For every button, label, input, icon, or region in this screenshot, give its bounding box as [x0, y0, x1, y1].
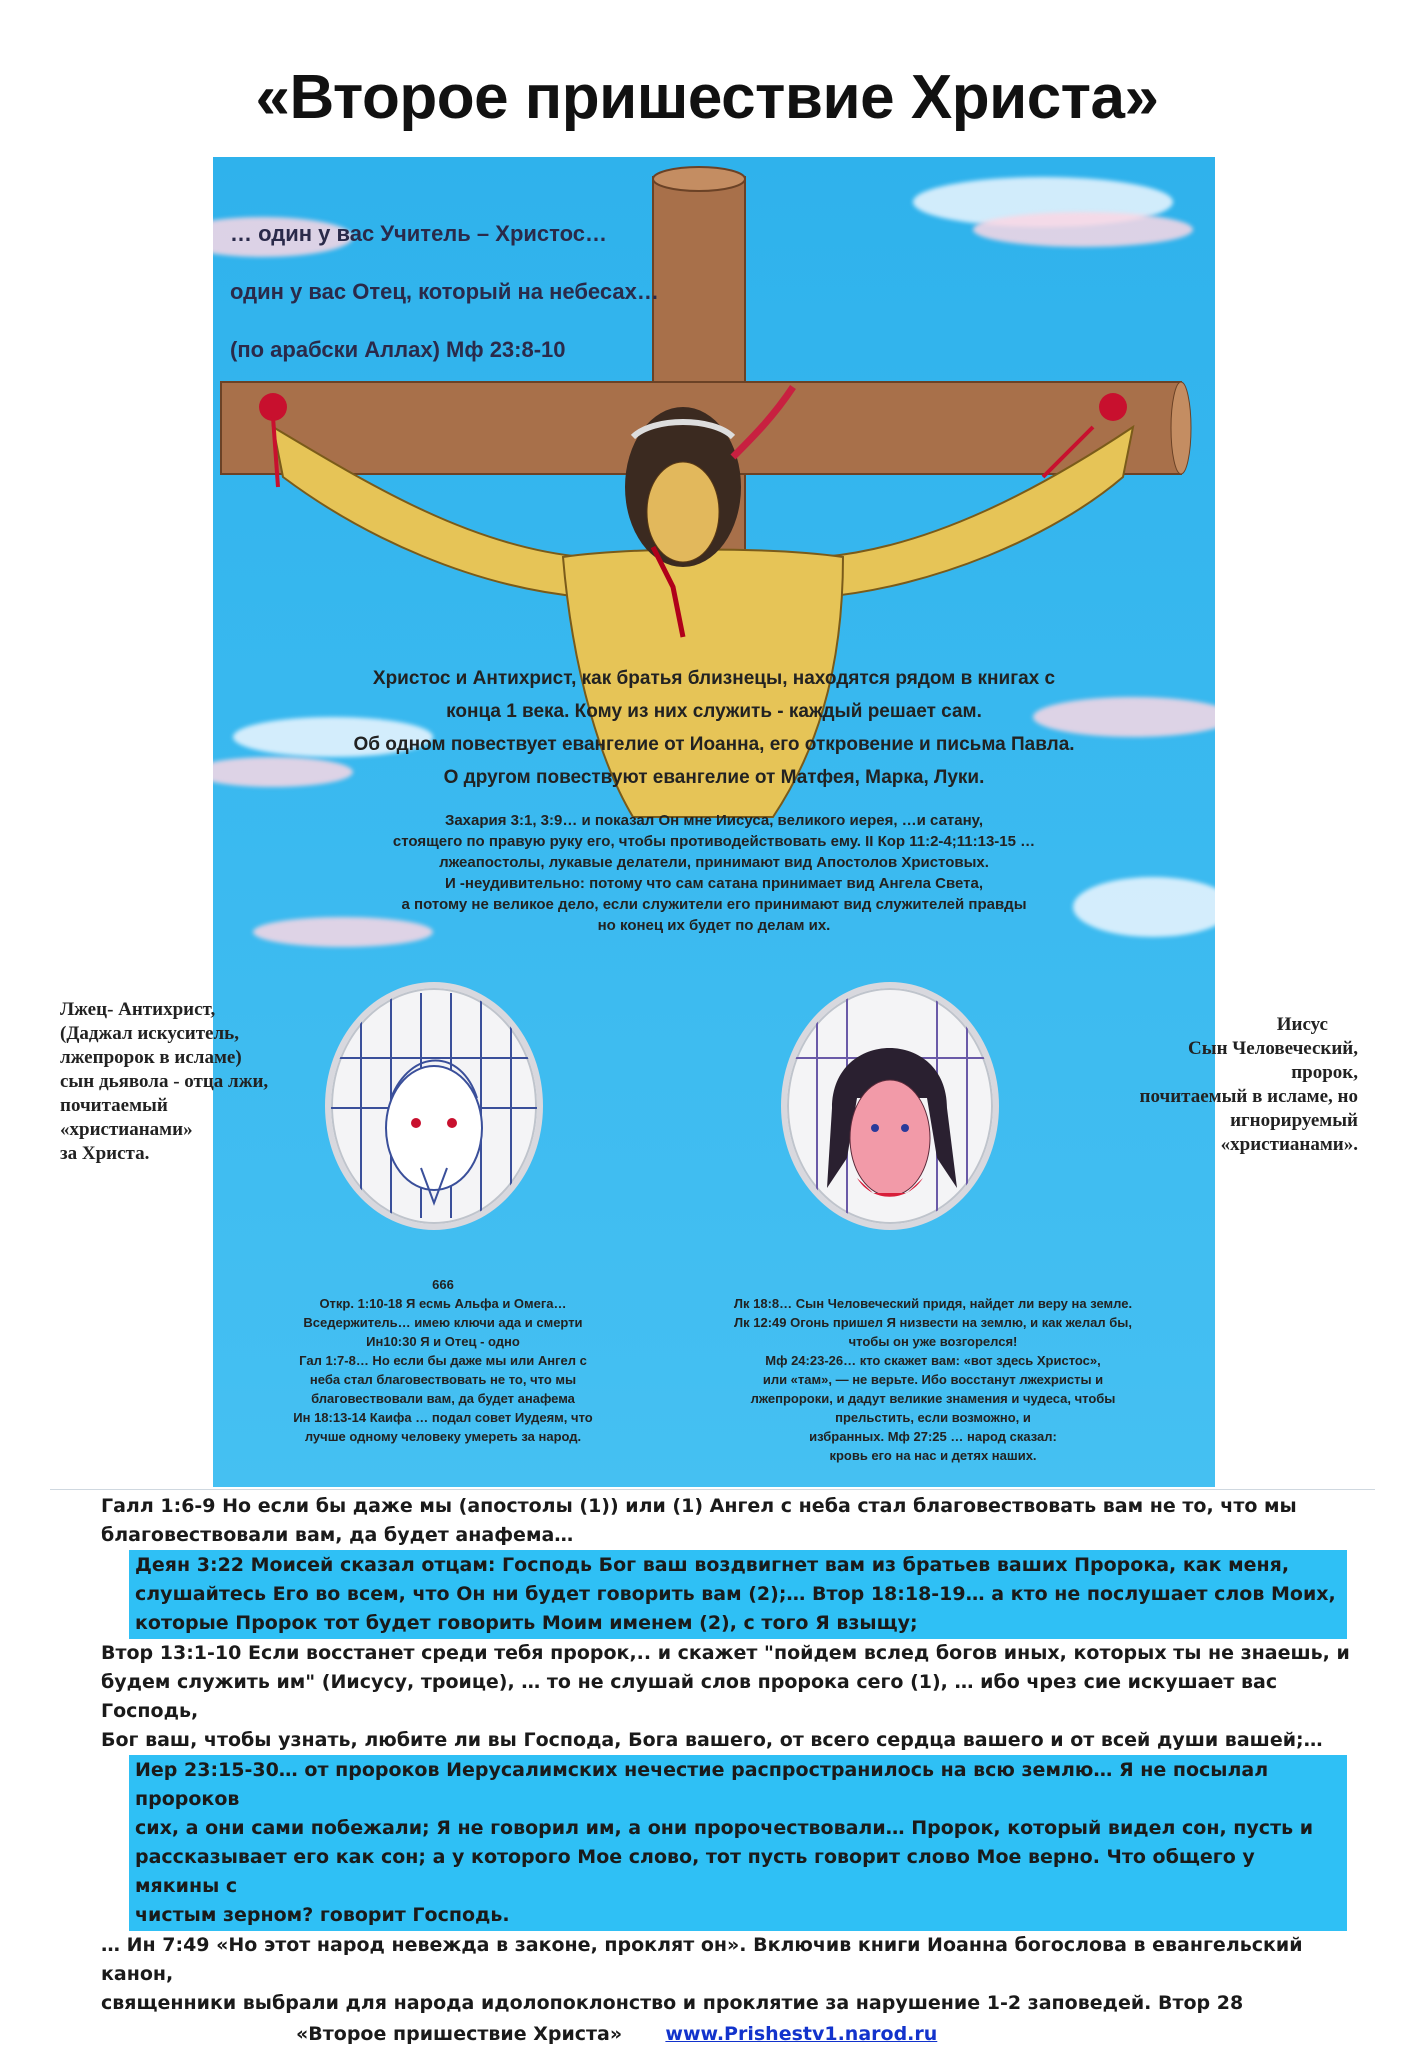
text-line: лучше одному человеку умереть за народ.	[304, 1429, 582, 1444]
paragraph-jeremiah-highlight	[129, 1755, 1347, 1931]
left-verses	[213, 1275, 673, 1446]
text-line: Христос и Антихрист, как братья близнецы, находятся рядом в книгах с	[372, 668, 1056, 689]
text-line: благовествовали вам, да будет анафема	[311, 1391, 575, 1406]
text-line: сих, а они сами побежали; Я не говорил им, а они пророчествовали… Пророк, который видел сон, пусть и	[135, 1817, 1314, 1839]
caption-line: пророк,	[1291, 1062, 1358, 1083]
body-text	[101, 1492, 1371, 2049]
caption-line: почитаемый	[60, 1095, 168, 1116]
text-line: священники выбрали для народа идолопоклонство и проклятие за нарушение 1-2 заповедей. Втор 28	[101, 1992, 1244, 2014]
quote-line: один у вас Отец, который на небесах…	[230, 279, 659, 304]
text-line: Ин10:30 Я и Отец - одно	[366, 1334, 520, 1349]
text-line: но конец их будет по делам их.	[597, 917, 831, 934]
text-line: неба стал благовествовать не то, что мы	[309, 1372, 577, 1387]
paragraph-deuteronomy	[101, 1639, 1371, 1755]
text-line: чистым зерном? говорит Господь.	[135, 1904, 510, 1926]
text-line: стоящего по правую руку его, чтобы противодействовать ему. II Кор 11:2-4;11:13-15 …	[392, 833, 1036, 850]
text-line: Втор 13:1-10 Если восстанет среди тебя пророк,.. и скажет "пойдем вслед богов иных, которых ты не знаешь, и	[101, 1642, 1350, 1664]
text-line: Бог ваш, чтобы узнать, любите ли вы Господа, Бога вашего, от всего сердца вашего и от всей души вашей;…	[101, 1729, 1323, 1751]
quote-line: … один у вас Учитель – Христос…	[230, 221, 608, 246]
text-line: кровь его на нас и детях наших.	[829, 1448, 1037, 1463]
zechariah-text	[213, 810, 1215, 936]
divider	[50, 1489, 1375, 1490]
website-link[interactable]: www.Prishestv1.narod.ru	[665, 2023, 938, 2045]
jesus-icon	[781, 982, 999, 1230]
caption-line: сын дьявола - отца лжи,	[60, 1071, 269, 1092]
antichrist-icon	[325, 982, 543, 1230]
text-line: Галл 1:6-9 Но если бы даже мы (апостолы (1)) или (1) Ангел с неба стал благовествовать вам не то, что мы	[101, 1495, 1297, 1517]
paragraph-john	[101, 1931, 1371, 2018]
right-caption	[1140, 1013, 1358, 1157]
text-line: которые Пророк тот будет говорить Моим именем (2), с того Я взыщу;	[135, 1612, 918, 1634]
text-line: лжепророки, и дадут великие знамения и чудеса, чтобы	[750, 1391, 1116, 1406]
text-line: Захария 3:1, 3:9… и показал Он мне Иисуса, великого иерея, …и сатану,	[444, 812, 984, 829]
caption-line: Сын Человеческий,	[1188, 1038, 1358, 1059]
text-line: прельстить, если возможно, и	[835, 1410, 1031, 1425]
text-line: Откр. 1:10-18 Я есмь Альфа и Омега…	[319, 1296, 567, 1311]
text-line: Вседержитель… имею ключи ада и смерти	[303, 1315, 583, 1330]
footer-title: «Второе пришествие Христа»	[296, 2023, 623, 2045]
caption-line: почитаемый в исламе, но	[1139, 1086, 1358, 1107]
text-line: Ин 18:13-14 Каифа … подал совет Иудеям, что	[293, 1410, 593, 1425]
caption-line: Лжец- Антихрист,	[60, 999, 216, 1020]
caption-line: Иисус	[1276, 1014, 1328, 1035]
text-line: Гал 1:7-8… Но если бы даже мы или Ангел с	[299, 1353, 587, 1368]
text-line: О другом повествуют евангелие от Матфея, Марка, Луки.	[443, 767, 985, 788]
text-line: благовествовали вам, да будет анафема…	[101, 1524, 574, 1546]
top-quote	[230, 205, 659, 379]
text-line: рассказывает его как сон; а у которого Мое слово, тот пусть говорит слово Мое верно. Что общего у мякины с	[135, 1846, 1255, 1897]
text-line: 666	[432, 1277, 454, 1292]
text-line: Лк 18:8… Сын Человеческий придя, найдет ли веру на земле.	[733, 1296, 1133, 1311]
text-line: или «там», — не верьте. Ибо восстанут лжехристы и	[762, 1372, 1104, 1387]
quote-line: (по арабски Аллах) Мф 23:8-10	[230, 337, 566, 362]
text-line: а потому не великое дело, если служители его принимают вид служителей правды	[401, 896, 1027, 913]
caption-line: «христианами».	[1220, 1134, 1358, 1155]
right-verses	[663, 1294, 1203, 1465]
caption-line: за Христа.	[60, 1143, 150, 1164]
left-caption	[60, 998, 268, 1166]
caption-line: игнорируемый	[1230, 1110, 1358, 1131]
text-line: лжеапостолы, лукавые делатели, принимают вид Апостолов Христовых.	[439, 854, 989, 871]
text-line: Иер 23:15-30… от пророков Иерусалимских нечестие распространилось на всю землю… Я не посылал пророков	[135, 1759, 1269, 1810]
text-line: Лк 12:49 Огонь пришел Я низвести на землю, и как желал бы,	[734, 1315, 1132, 1330]
paragraph-galatians	[101, 1492, 1371, 1550]
text-line: Об одном повествует евангелие от Иоанна, его откровение и письма Павла.	[353, 734, 1075, 755]
text-line: Деян 3:22 Моисей сказал отцам: Господь Бог ваш воздвигнет вам из братьев ваших Пророка, как меня,	[135, 1554, 1290, 1576]
caption-line: лжепророк в исламе)	[60, 1047, 242, 1068]
text-line: конца 1 века. Кому из них служить - каждый решает сам.	[446, 701, 982, 722]
text-line: И -неудивительно: потому что сам сатана принимает вид Ангела Света,	[444, 875, 984, 892]
text-line: избранных. Мф 27:25 … народ сказал:	[809, 1429, 1057, 1444]
text-line: чтобы он уже возгорелся!	[848, 1334, 1018, 1349]
footer	[296, 2020, 1371, 2049]
paragraph-acts-highlight	[129, 1550, 1347, 1639]
page-title: «Второе пришествие Христа»	[255, 63, 1159, 132]
middle-text	[213, 662, 1215, 794]
text-line: слушайтесь Его во всем, что Он ни будет говорить вам (2);… Втор 18:18-19… а кто не послушает слов Моих,	[135, 1583, 1336, 1605]
text-line: … Ин 7:49 «Но этот народ невежда в законе, проклят он». Включив книги Иоанна богослова в евангельский канон,	[101, 1934, 1303, 1985]
text-line: будем служить им" (Иисусу, троице), … то не слушай слов пророка сего (1), … ибо чрез сие искушает вас Господь,	[101, 1671, 1278, 1722]
caption-line: (Даджал искуситель,	[60, 1023, 239, 1044]
text-line: Мф 24:23-26… кто скажет вам: «вот здесь Христос»,	[765, 1353, 1101, 1368]
poster-illustration	[213, 157, 1215, 1487]
caption-line: «христианами»	[60, 1119, 193, 1140]
